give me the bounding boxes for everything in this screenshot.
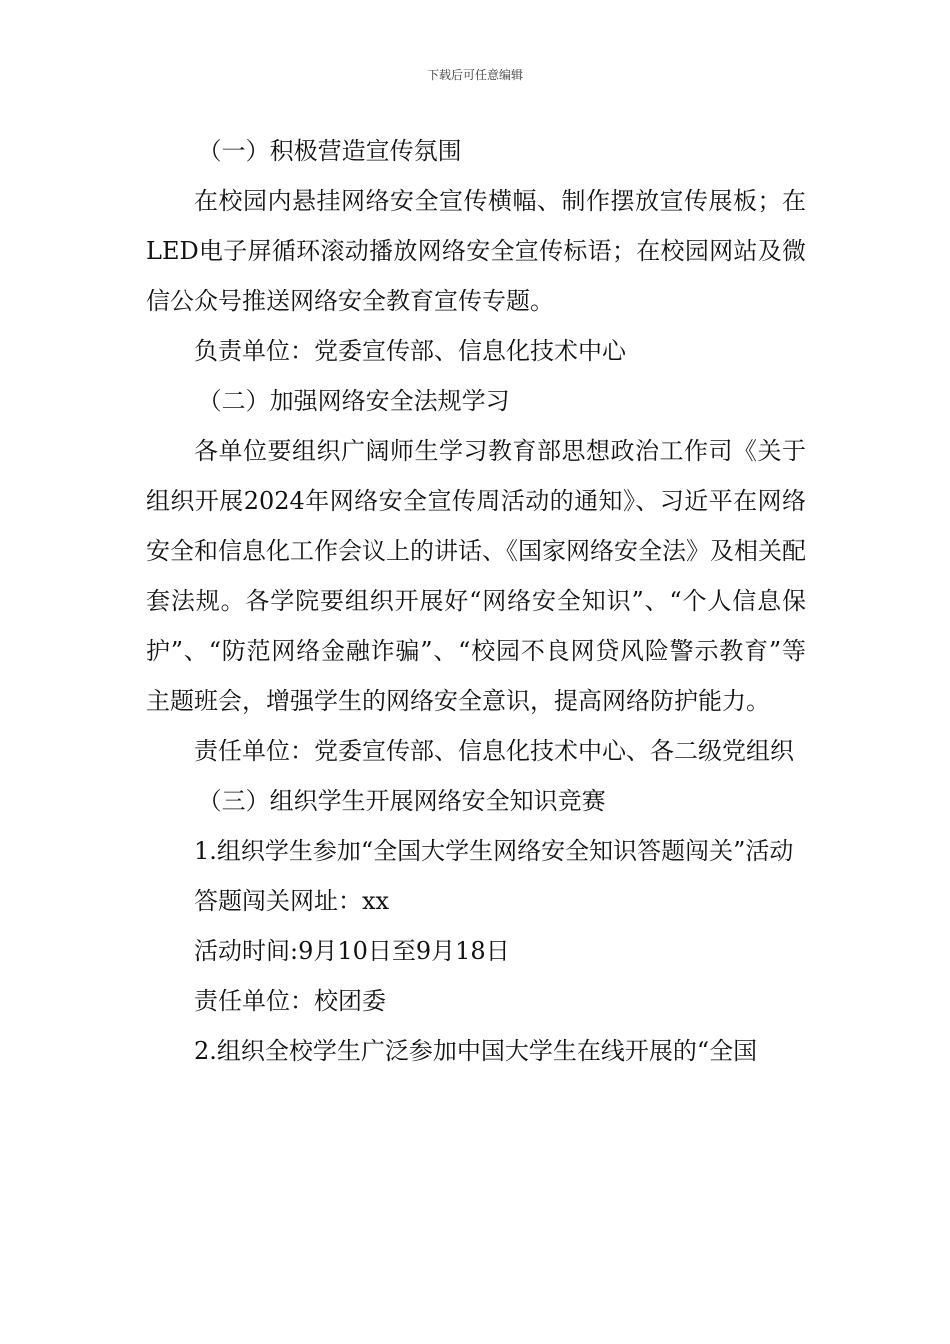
section-heading-2: （二）加强网络安全法规学习 — [197, 387, 510, 415]
section-heading-3: （三）组织学生开展网络安全知识竞赛 — [197, 787, 606, 815]
page-header-note: 下载后可任意编辑 — [426, 68, 523, 82]
document-body — [146, 126, 806, 1076]
item-2-participation: 2.组织全校学生广泛参加中国大学生在线开展的“全国 — [194, 1037, 758, 1065]
quiz-time: 活动时间:9月10日至9月18日 — [194, 937, 510, 965]
item-1-quiz: 1.组织学生参加“全国大学生网络安全知识答题闯关”活动 — [194, 837, 794, 865]
responsible-unit-3: 责任单位：校团委 — [194, 987, 386, 1015]
paragraph-publicity: 在校园内悬挂网络安全宣传横幅、制作摆放宣传展板；在LED电子屏循环滚动播放网络安全宣传标语；在校园网站及微信公众号推送网络安全教育宣传专题。 — [146, 187, 806, 315]
quiz-url: 答题闯关网址：xx — [194, 887, 390, 915]
responsible-unit-1: 负责单位：党委宣传部、信息化技术中心 — [194, 337, 626, 365]
section-heading-1: （一）积极营造宣传氛围 — [197, 137, 462, 165]
responsible-unit-2: 责任单位：党委宣传部、信息化技术中心、各二级党组织 — [194, 737, 794, 765]
paragraph-law-study: 各单位要组织广阔师生学习教育部思想政治工作司《关于组织开展2024年网络安全宣传周活动的通知》、习近平在网络安全和信息化工作会议上的讲话、《国家网络安全法》及相关配套法规。各学院要组织开展好“网络安全知识”、“个人信息保护”、“防范网络金融诈骗”、“校园不良网贷风险警示教育”等主题班会，增强学生的网络安全意识，提高网络防护能力。 — [146, 437, 806, 715]
